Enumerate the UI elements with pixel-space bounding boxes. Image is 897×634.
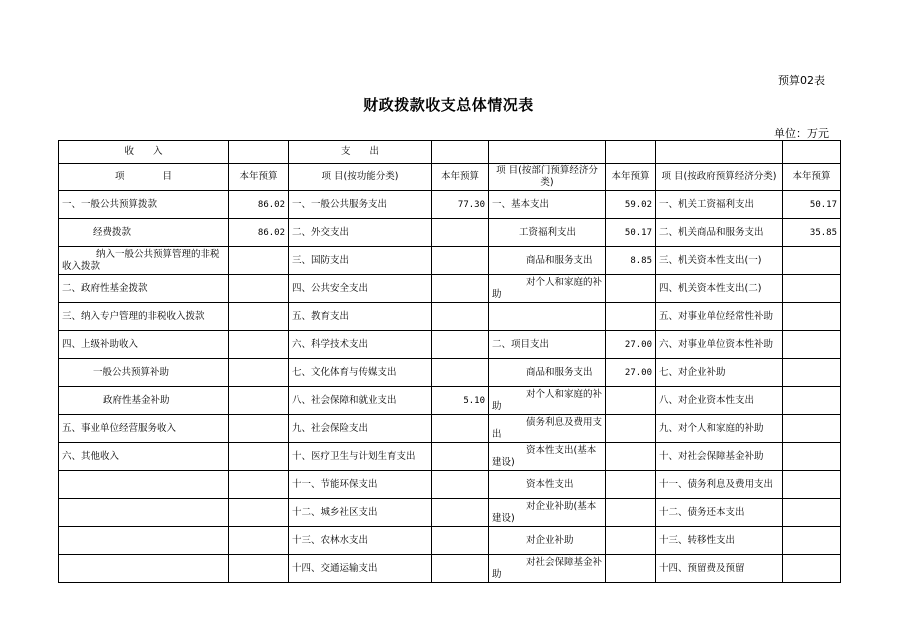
gov-item: 十四、预留费及预留 [656,555,783,583]
income-amount [229,443,289,471]
header-blank [229,141,289,164]
func-amount [432,471,489,499]
gov-item: 六、对事业单位资本性补助 [656,331,783,359]
func-item: 一、一般公共服务支出 [289,191,432,219]
gov-amount: 35.85 [783,219,841,247]
income-item: 一般公共预算补助 [59,359,229,387]
func-amount [432,499,489,527]
gov-amount [783,275,841,303]
gov-item: 十二、债务还本支出 [656,499,783,527]
income-amount [229,275,289,303]
income-amount [229,471,289,499]
table-row [59,219,841,247]
header-blank [489,141,606,164]
header-blank [783,141,841,164]
func-item: 九、社会保险支出 [289,415,432,443]
header-row-columns [59,164,841,191]
gov-amount [783,555,841,583]
func-item-header: 项 目(按功能分类) [289,164,432,191]
dept-item: 一、基本支出 [489,191,606,219]
func-amount [432,359,489,387]
income-item: 三、纳入专户管理的非税收入拨款 [59,303,229,331]
func-item: 十四、交通运输支出 [289,555,432,583]
income-item: 经费拨款 [59,219,229,247]
gov-item-header: 项 目(按政府预算经济分类) [656,164,783,191]
income-item: 二、政府性基金拨款 [59,275,229,303]
func-item: 四、公共安全支出 [289,275,432,303]
dept-amount [606,387,656,415]
table-row [59,443,841,471]
dept-item: 对个人和家庭的补助 [489,275,606,303]
func-item: 三、国防支出 [289,247,432,275]
dept-item: 对个人和家庭的补助 [489,387,606,415]
dept-amount: 8.85 [606,247,656,275]
income-amount [229,415,289,443]
dept-amount: 27.00 [606,331,656,359]
income-item: 纳入一般公共预算管理的非税收入拨款 [59,247,229,275]
gov-budget-header: 本年预算 [783,164,841,191]
dept-amount [606,415,656,443]
dept-item: 对企业补助 [489,527,606,555]
income-amount [229,555,289,583]
income-budget-header: 本年预算 [229,164,289,191]
income-amount [229,527,289,555]
unit-label: 单位：万元 [774,127,829,140]
dept-amount: 27.00 [606,359,656,387]
gov-item: 四、机关资本性支出(二) [656,275,783,303]
income-item: 六、其他收入 [59,443,229,471]
gov-amount [783,415,841,443]
dept-item: 商品和服务支出 [489,359,606,387]
income-item: 四、上级补助收入 [59,331,229,359]
func-item: 十一、节能环保支出 [289,471,432,499]
func-amount [432,219,489,247]
func-amount [432,275,489,303]
income-item: 政府性基金补助 [59,387,229,415]
gov-item: 十三、转移性支出 [656,527,783,555]
income-amount [229,499,289,527]
dept-amount [606,555,656,583]
page-title: 财政拨款收支总体情况表 [363,96,534,114]
func-amount [432,247,489,275]
gov-amount [783,443,841,471]
dept-item: 二、项目支出 [489,331,606,359]
dept-item: 资本性支出(基本建设) [489,443,606,471]
table-row [59,555,841,583]
dept-item: 对企业补助(基本建设) [489,499,606,527]
gov-item: 十、对社会保障基金补助 [656,443,783,471]
dept-amount: 59.02 [606,191,656,219]
gov-item: 十一、债务利息及费用支出 [656,471,783,499]
income-amount [229,387,289,415]
gov-item: 九、对个人和家庭的补助 [656,415,783,443]
dept-item: 工资福利支出 [489,219,606,247]
func-amount [432,415,489,443]
table-row [59,359,841,387]
table-row [59,303,841,331]
gov-item: 二、机关商品和服务支出 [656,219,783,247]
func-amount: 77.30 [432,191,489,219]
dept-amount: 50.17 [606,219,656,247]
header-blank [606,141,656,164]
dept-item: 债务利息及费用支出 [489,415,606,443]
func-amount [432,303,489,331]
income-amount: 86.02 [229,219,289,247]
dept-amount [606,527,656,555]
gov-amount [783,359,841,387]
table-row [59,415,841,443]
dept-amount [606,303,656,331]
income-amount: 86.02 [229,191,289,219]
dept-amount [606,275,656,303]
dept-item: 商品和服务支出 [489,247,606,275]
dept-item-header: 项 目(按部门预算经济分类) [489,164,606,191]
income-amount [229,303,289,331]
gov-item: 一、机关工资福利支出 [656,191,783,219]
income-item [59,555,229,583]
income-amount [229,331,289,359]
gov-amount [783,303,841,331]
table-row [59,387,841,415]
func-amount [432,555,489,583]
income-item-header: 项 目 [59,164,229,191]
income-item [59,527,229,555]
gov-item: 七、对企业补助 [656,359,783,387]
header-blank [432,141,489,164]
func-item: 十二、城乡社区支出 [289,499,432,527]
table-row [59,499,841,527]
income-group-header: 收 入 [59,141,229,164]
func-item: 八、社会保障和就业支出 [289,387,432,415]
table-row [59,331,841,359]
gov-amount [783,499,841,527]
income-item [59,471,229,499]
func-item: 七、文化体育与传媒支出 [289,359,432,387]
gov-amount [783,387,841,415]
income-item: 一、一般公共预算拨款 [59,191,229,219]
expense-group-header: 支 出 [289,141,432,164]
budget-table [58,140,841,583]
table-row [59,191,841,219]
table-row [59,471,841,499]
table-row [59,275,841,303]
func-amount [432,527,489,555]
func-item: 五、教育支出 [289,303,432,331]
func-amount [432,331,489,359]
gov-item: 三、机关资本性支出(一) [656,247,783,275]
func-item: 六、科学技术支出 [289,331,432,359]
dept-amount [606,443,656,471]
gov-amount [783,331,841,359]
income-amount [229,247,289,275]
func-budget-header: 本年预算 [432,164,489,191]
dept-item [489,303,606,331]
income-amount [229,359,289,387]
func-item: 十三、农林水支出 [289,527,432,555]
gov-item: 五、对事业单位经常性补助 [656,303,783,331]
func-amount: 5.10 [432,387,489,415]
income-item [59,499,229,527]
form-number: 预算02表 [778,74,825,87]
table-row [59,247,841,275]
header-row-groups [59,141,841,164]
income-item: 五、事业单位经营服务收入 [59,415,229,443]
table-row [59,527,841,555]
dept-item: 对社会保障基金补助 [489,555,606,583]
func-item: 二、外交支出 [289,219,432,247]
dept-item: 资本性支出 [489,471,606,499]
dept-amount [606,499,656,527]
gov-amount [783,247,841,275]
dept-amount [606,471,656,499]
func-item: 十、医疗卫生与计划生育支出 [289,443,432,471]
gov-amount: 50.17 [783,191,841,219]
func-amount [432,443,489,471]
dept-budget-header: 本年预算 [606,164,656,191]
header-blank [656,141,783,164]
gov-amount [783,527,841,555]
gov-amount [783,471,841,499]
gov-item: 八、对企业资本性支出 [656,387,783,415]
